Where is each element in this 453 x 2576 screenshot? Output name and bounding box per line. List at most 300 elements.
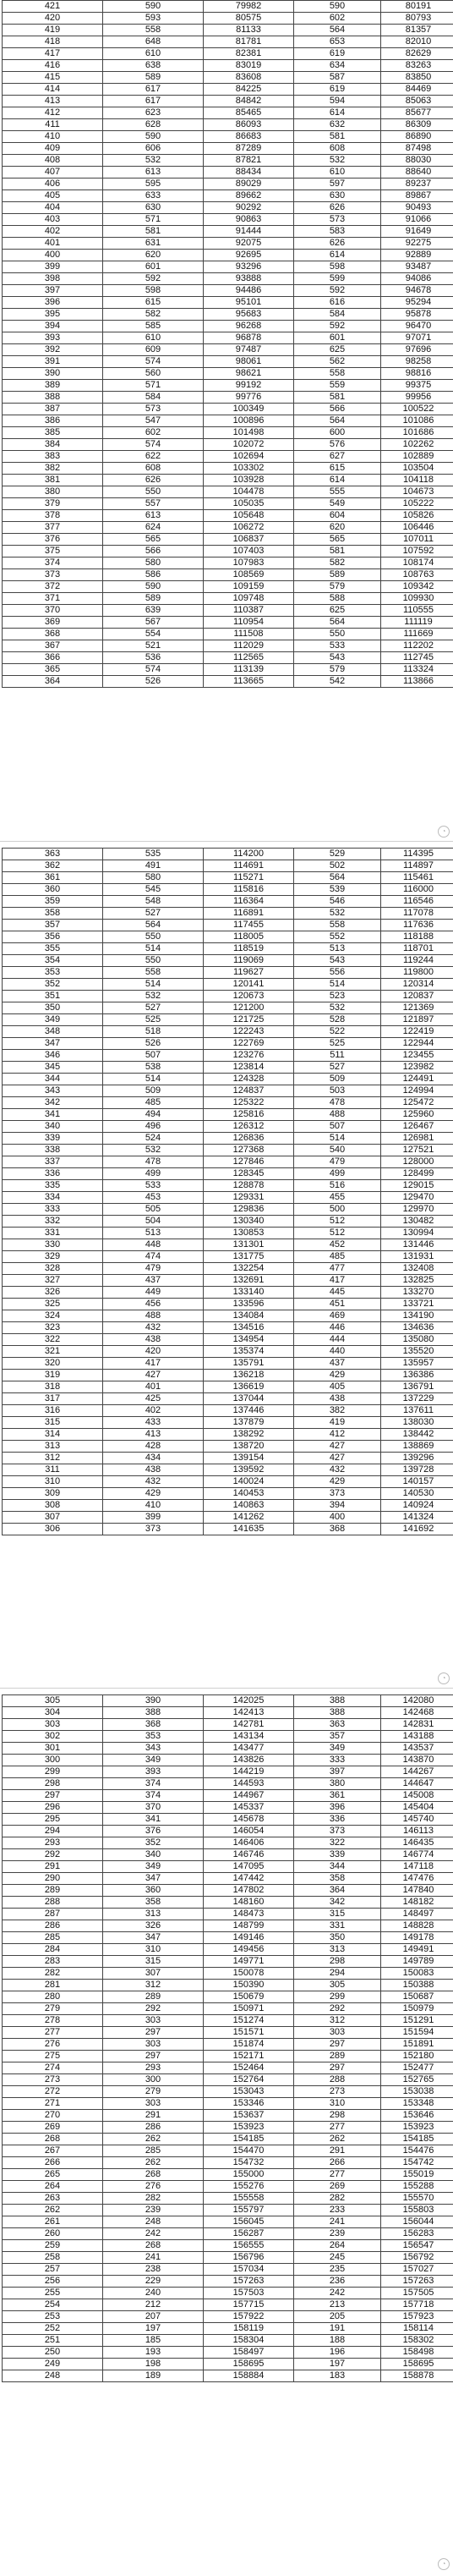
table-cell: 155803 (381, 2205, 453, 2216)
table-cell: 156287 (204, 2228, 294, 2240)
table-row (3, 1275, 453, 1287)
table-cell: 573 (103, 404, 204, 415)
table-row (3, 2027, 453, 2039)
table-cell: 134516 (204, 1322, 294, 1334)
table-cell: 532 (294, 908, 381, 920)
table-cell: 333 (3, 1204, 103, 1216)
table-cell: 355 (3, 943, 103, 955)
table-cell: 132825 (381, 1275, 453, 1287)
table-cell: 297 (294, 2062, 381, 2074)
table-cell: 89029 (204, 179, 294, 190)
table-cell: 137044 (204, 1393, 294, 1405)
table-cell: 262 (3, 2205, 103, 2216)
table-cell: 402 (3, 226, 103, 238)
table-cell: 107011 (381, 534, 453, 546)
table-cell: 298 (294, 2110, 381, 2122)
table-cell: 432 (294, 1464, 381, 1476)
table-row (3, 1381, 453, 1393)
table-cell: 92275 (381, 238, 453, 250)
table-cell: 258 (3, 2252, 103, 2264)
table-cell: 321 (3, 1346, 103, 1358)
table-row (3, 1743, 453, 1755)
table-cell: 126836 (204, 1133, 294, 1145)
table-cell: 558 (103, 967, 204, 979)
table-row (3, 2359, 453, 2370)
table-cell: 248 (3, 2370, 103, 2382)
table-cell: 592 (294, 321, 381, 332)
table-cell: 550 (103, 931, 204, 943)
table-cell: 95878 (381, 309, 453, 321)
table-cell: 558 (294, 368, 381, 380)
table-row (3, 439, 453, 451)
table-cell: 157922 (204, 2311, 294, 2323)
table-row (3, 510, 453, 522)
table-cell: 105035 (204, 498, 294, 510)
table-cell: 315 (3, 1417, 103, 1429)
table-cell: 102262 (381, 439, 453, 451)
table-cell: 102072 (204, 439, 294, 451)
table-cell: 293 (3, 1837, 103, 1849)
table-row (3, 2335, 453, 2347)
table-cell: 156555 (204, 2240, 294, 2252)
table-row (3, 581, 453, 593)
table-cell: 129970 (381, 1204, 453, 1216)
table-cell: 239 (294, 2228, 381, 2240)
table-cell: 251 (3, 2335, 103, 2347)
table-cell: 157718 (381, 2299, 453, 2311)
table-cell: 620 (103, 250, 204, 261)
table-row (3, 1109, 453, 1121)
table-cell: 400 (294, 1512, 381, 1524)
table-cell: 429 (294, 1370, 381, 1381)
table-cell: 155276 (204, 2181, 294, 2193)
table-row (3, 2311, 453, 2323)
table-cell: 82010 (381, 36, 453, 48)
table-cell: 525 (294, 1038, 381, 1050)
table-cell: 253 (3, 2311, 103, 2323)
table-row (3, 1002, 453, 1014)
table-cell: 631 (103, 238, 204, 250)
table-cell: 268 (103, 2169, 204, 2181)
table-row (3, 1719, 453, 1731)
table-row (3, 344, 453, 356)
table-cell: 609 (103, 344, 204, 356)
table-cell: 351 (3, 991, 103, 1002)
table-cell: 145337 (204, 1802, 294, 1814)
table-row (3, 2098, 453, 2110)
watermark-icon: ◔ (438, 826, 450, 838)
table-cell: 410 (103, 1500, 204, 1512)
table-cell: 574 (103, 664, 204, 676)
table-cell: 153043 (204, 2086, 294, 2098)
table-cell: 397 (294, 1766, 381, 1778)
table-cell: 340 (3, 1121, 103, 1133)
table-cell: 147095 (204, 1861, 294, 1873)
table-cell: 158304 (204, 2335, 294, 2347)
table-cell: 100522 (381, 404, 453, 415)
table-cell: 262 (103, 2134, 204, 2145)
table-cell: 139296 (381, 1453, 453, 1464)
table-cell: 109930 (381, 593, 453, 605)
table-cell: 91066 (381, 214, 453, 226)
table-cell: 151874 (204, 2039, 294, 2051)
table-row (3, 1287, 453, 1299)
table-row (3, 2074, 453, 2086)
table-cell: 322 (3, 1334, 103, 1346)
watermark-icon: ◔ (438, 2558, 450, 2570)
table-cell: 122419 (381, 1026, 453, 1038)
table-cell: 139728 (381, 1464, 453, 1476)
table-cell: 142781 (204, 1719, 294, 1731)
table-cell: 330 (3, 1239, 103, 1251)
table-row (3, 872, 453, 884)
table-cell: 229 (103, 2276, 204, 2288)
table-cell: 121897 (381, 1014, 453, 1026)
table-cell: 560 (103, 368, 204, 380)
table-cell: 610 (294, 167, 381, 179)
table-cell: 130994 (381, 1228, 453, 1239)
table-cell: 136619 (204, 1381, 294, 1393)
table-cell: 496 (103, 1121, 204, 1133)
table-cell: 542 (294, 676, 381, 688)
table-cell: 97487 (204, 344, 294, 356)
table-cell: 148160 (204, 1897, 294, 1909)
table-cell: 114395 (381, 849, 453, 860)
table-row (3, 2086, 453, 2098)
table-cell: 250 (3, 2347, 103, 2359)
table-row (3, 1168, 453, 1180)
table-cell: 275 (3, 2051, 103, 2062)
table-cell: 292 (103, 2003, 204, 2015)
table-cell: 526 (103, 1038, 204, 1050)
table-cell: 104118 (381, 475, 453, 486)
table-cell: 81781 (204, 36, 294, 48)
table-cell: 370 (3, 605, 103, 617)
table-cell: 580 (103, 872, 204, 884)
table-cell: 291 (3, 1861, 103, 1873)
table-cell: 305 (3, 1695, 103, 1707)
table-cell: 604 (294, 510, 381, 522)
table-row (3, 1417, 453, 1429)
table-cell: 574 (103, 356, 204, 368)
table-cell: 398 (3, 273, 103, 285)
table-cell: 622 (103, 451, 204, 463)
table-cell: 294 (3, 1826, 103, 1837)
table-cell: 543 (294, 955, 381, 967)
table-cell: 336 (294, 1814, 381, 1826)
table-cell: 124837 (204, 1085, 294, 1097)
table-cell: 291 (294, 2145, 381, 2157)
table-cell: 511 (294, 1050, 381, 1062)
table-row (3, 534, 453, 546)
table-cell: 368 (294, 1524, 381, 1535)
table-cell: 137229 (381, 1393, 453, 1405)
table-row (3, 1956, 453, 1968)
table-cell: 113324 (381, 664, 453, 676)
table-row (3, 2110, 453, 2122)
table-cell: 83608 (204, 72, 294, 84)
table-row (3, 427, 453, 439)
table-cell: 90493 (381, 202, 453, 214)
table-row (3, 1156, 453, 1168)
table-cell: 84225 (204, 84, 294, 96)
table-row (3, 1766, 453, 1778)
table-row (3, 1695, 453, 1707)
table-cell: 346 (3, 1050, 103, 1062)
table-cell: 499 (103, 1168, 204, 1180)
table-cell: 158878 (381, 2370, 453, 2382)
table-cell: 593 (103, 13, 204, 25)
table-row (3, 1228, 453, 1239)
table-cell: 546 (294, 896, 381, 908)
table-cell: 550 (294, 629, 381, 640)
table-cell: 158114 (381, 2323, 453, 2335)
table-cell: 347 (103, 1873, 204, 1885)
table-cell: 614 (294, 107, 381, 119)
table-cell: 378 (3, 510, 103, 522)
table-cell: 289 (294, 2051, 381, 2062)
table-cell: 277 (294, 2122, 381, 2134)
table-cell: 429 (103, 1488, 204, 1500)
table-cell: 315 (294, 1909, 381, 1920)
table-cell: 97696 (381, 344, 453, 356)
table-cell: 138292 (204, 1429, 294, 1441)
table-cell: 262 (294, 2134, 381, 2145)
table-cell: 123814 (204, 1062, 294, 1074)
table-cell: 297 (103, 2027, 204, 2039)
table-row (3, 143, 453, 155)
table-cell: 141692 (381, 1524, 453, 1535)
table-cell: 92889 (381, 250, 453, 261)
table-row (3, 214, 453, 226)
table-cell: 318 (3, 1381, 103, 1393)
table-cell: 99192 (204, 380, 294, 392)
table-cell: 350 (294, 1932, 381, 1944)
table-cell: 111119 (381, 617, 453, 629)
table-cell: 126312 (204, 1121, 294, 1133)
table-cell: 599 (294, 273, 381, 285)
table-row (3, 1909, 453, 1920)
table-cell: 90292 (204, 202, 294, 214)
table-cell: 414 (3, 84, 103, 96)
table-cell: 279 (103, 2086, 204, 2098)
table-cell: 543 (294, 652, 381, 664)
table-cell: 102889 (381, 451, 453, 463)
table-cell: 142025 (204, 1695, 294, 1707)
table-cell: 296 (3, 1802, 103, 1814)
table-cell: 124491 (381, 1074, 453, 1085)
table-cell: 158119 (204, 2323, 294, 2335)
table-cell: 545 (103, 884, 204, 896)
table-cell: 143826 (204, 1755, 294, 1766)
table-cell: 299 (294, 1991, 381, 2003)
table-cell: 527 (103, 1002, 204, 1014)
table-cell: 152171 (204, 2051, 294, 2062)
table-cell: 626 (103, 475, 204, 486)
table-cell: 150687 (381, 1991, 453, 2003)
table-cell: 112029 (204, 640, 294, 652)
table-cell: 193 (103, 2347, 204, 2359)
table-cell: 156792 (381, 2252, 453, 2264)
table-cell: 590 (103, 131, 204, 143)
table-cell: 114200 (204, 849, 294, 860)
table-cell: 383 (3, 451, 103, 463)
table-cell: 137879 (204, 1417, 294, 1429)
table-cell: 123455 (381, 1050, 453, 1062)
table-cell: 365 (3, 664, 103, 676)
table-row (3, 2122, 453, 2134)
table-cell: 82629 (381, 48, 453, 60)
table-cell: 286 (3, 1920, 103, 1932)
table-cell: 145740 (381, 1814, 453, 1826)
table-cell: 478 (294, 1097, 381, 1109)
table-cell: 147442 (204, 1873, 294, 1885)
table-cell: 236 (294, 2276, 381, 2288)
table-cell: 297 (3, 1790, 103, 1802)
table-cell: 597 (294, 179, 381, 190)
table-cell: 389 (3, 380, 103, 392)
table-cell: 131301 (204, 1239, 294, 1251)
table-cell: 624 (103, 522, 204, 534)
table-cell: 342 (3, 1097, 103, 1109)
table-cell: 425 (103, 1393, 204, 1405)
table-cell: 152765 (381, 2074, 453, 2086)
table-cell: 583 (294, 226, 381, 238)
table-cell: 112745 (381, 652, 453, 664)
table-cell: 316 (3, 1405, 103, 1417)
table-cell: 110387 (204, 605, 294, 617)
table-row (3, 84, 453, 96)
table-cell: 565 (294, 534, 381, 546)
table-cell: 533 (294, 640, 381, 652)
table-cell: 93487 (381, 261, 453, 273)
table-cell: 125322 (204, 1097, 294, 1109)
table-cell: 438 (294, 1393, 381, 1405)
table-cell: 525 (103, 1014, 204, 1026)
table-cell: 149789 (381, 1956, 453, 1968)
table-cell: 100349 (204, 404, 294, 415)
table-cell: 388 (294, 1695, 381, 1707)
table-cell: 156044 (381, 2216, 453, 2228)
table-cell: 85465 (204, 107, 294, 119)
table-row (3, 392, 453, 404)
table-cell: 633 (103, 190, 204, 202)
table-cell: 98816 (381, 368, 453, 380)
table-row (3, 1885, 453, 1897)
table-cell: 150388 (381, 1980, 453, 1991)
table-cell: 99956 (381, 392, 453, 404)
table-cell: 509 (103, 1085, 204, 1097)
table-cell: 157505 (381, 2288, 453, 2299)
table-cell: 427 (294, 1453, 381, 1464)
table-cell: 111669 (381, 629, 453, 640)
table-row (3, 2062, 453, 2074)
table-cell: 405 (3, 190, 103, 202)
table-row (3, 13, 453, 25)
table-cell: 376 (103, 1826, 204, 1837)
table-cell: 518 (103, 1026, 204, 1038)
table-cell: 440 (294, 1346, 381, 1358)
table-row (3, 569, 453, 581)
table-cell: 362 (3, 860, 103, 872)
table-cell: 149178 (381, 1932, 453, 1944)
table-row (3, 2015, 453, 2027)
table-cell: 433 (103, 1417, 204, 1429)
table-cell: 191 (294, 2323, 381, 2335)
table-cell: 151891 (381, 2039, 453, 2051)
table-row (3, 238, 453, 250)
table-cell: 105648 (204, 510, 294, 522)
table-cell: 396 (294, 1802, 381, 1814)
table-cell: 536 (103, 652, 204, 664)
table-cell: 131931 (381, 1251, 453, 1263)
table-cell: 582 (294, 557, 381, 569)
table-row (3, 1837, 453, 1849)
table-cell: 96268 (204, 321, 294, 332)
table-cell: 404 (3, 202, 103, 214)
table-cell: 399 (3, 261, 103, 273)
table-cell: 282 (3, 1968, 103, 1980)
table-cell: 158884 (204, 2370, 294, 2382)
table-cell: 549 (294, 498, 381, 510)
table-cell: 120673 (204, 991, 294, 1002)
table-cell: 434 (103, 1453, 204, 1464)
table-row (3, 1263, 453, 1275)
table-cell: 364 (3, 676, 103, 688)
table-cell: 565 (103, 534, 204, 546)
table-cell: 146054 (204, 1826, 294, 1837)
table-cell: 155288 (381, 2181, 453, 2193)
table-row (3, 1968, 453, 1980)
table-row (3, 1014, 453, 1026)
table-cell: 550 (103, 955, 204, 967)
table-cell: 158695 (381, 2359, 453, 2370)
table-cell: 412 (3, 107, 103, 119)
table-cell: 155570 (381, 2193, 453, 2205)
table-row (3, 1755, 453, 1766)
table-cell: 564 (294, 617, 381, 629)
table-cell: 128000 (381, 1156, 453, 1168)
table-cell: 93888 (204, 273, 294, 285)
table-cell: 312 (103, 1980, 204, 1991)
table-row (3, 955, 453, 967)
table-cell: 310 (103, 1944, 204, 1956)
table-cell: 384 (3, 439, 103, 451)
table-cell: 254 (3, 2299, 103, 2311)
table-cell: 340 (103, 1849, 204, 1861)
table-cell: 327 (3, 1275, 103, 1287)
table-row (3, 2003, 453, 2015)
table-cell: 514 (103, 1074, 204, 1085)
table-row (3, 1512, 453, 1524)
table-cell: 513 (103, 1228, 204, 1239)
table-cell: 353 (3, 967, 103, 979)
table-cell: 328 (3, 1263, 103, 1275)
table-cell: 148828 (381, 1920, 453, 1932)
table-row (3, 1861, 453, 1873)
table-cell: 514 (103, 979, 204, 991)
table-cell: 505 (103, 1204, 204, 1216)
table-cell: 448 (103, 1239, 204, 1251)
table-cell: 97071 (381, 332, 453, 344)
table-cell: 124994 (381, 1085, 453, 1097)
table-cell: 364 (294, 1885, 381, 1897)
table-cell: 125816 (204, 1109, 294, 1121)
table-cell: 418 (3, 36, 103, 48)
table-cell: 117636 (381, 920, 453, 931)
table-cell: 99375 (381, 380, 453, 392)
table-row (3, 2323, 453, 2335)
